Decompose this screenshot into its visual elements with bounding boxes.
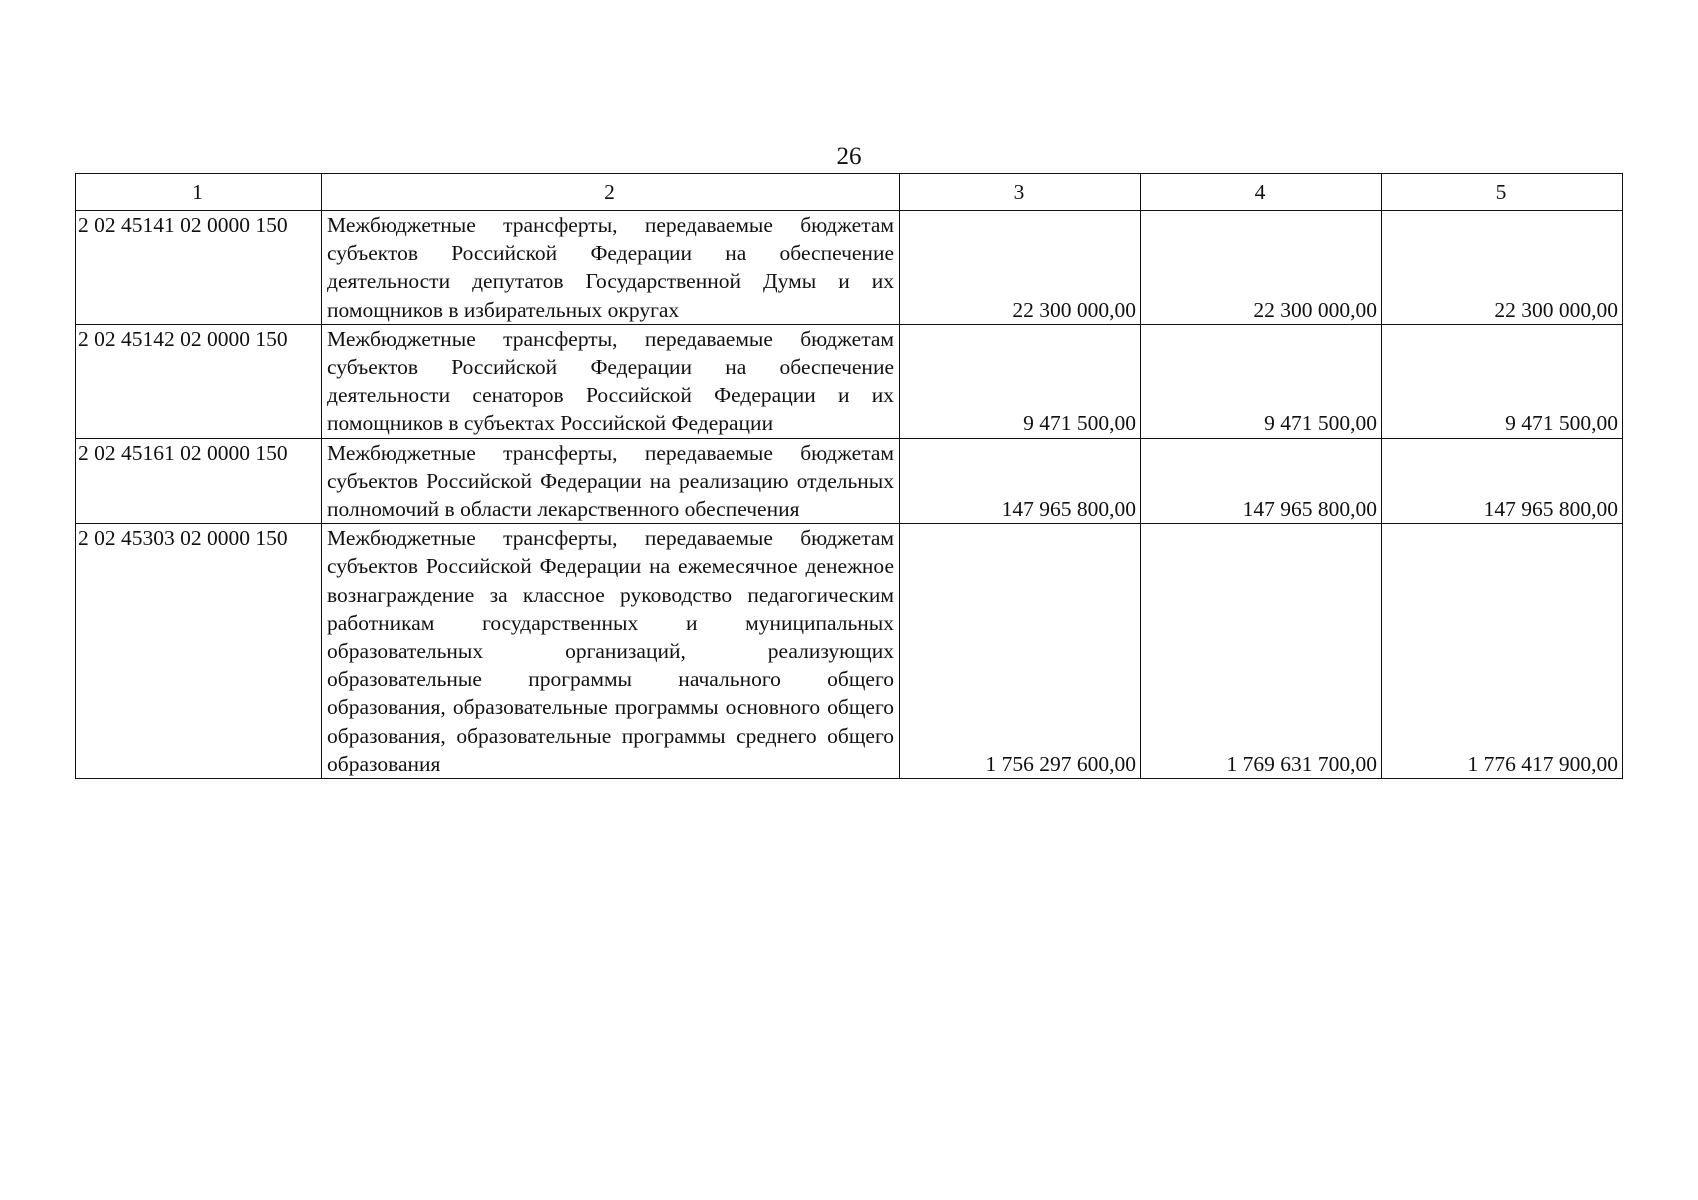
page-number: 26 [836, 143, 862, 170]
budget-code-cell: 2 02 45141 02 0000 150 [76, 211, 322, 325]
amount-cell-col4: 1 769 631 700,00 [1141, 524, 1382, 779]
amount-cell-col5: 22 300 000,00 [1382, 211, 1623, 325]
table-row [76, 211, 1623, 325]
table-row [76, 524, 1623, 779]
budget-code-cell: 2 02 45142 02 0000 150 [76, 324, 322, 438]
column-header-2: 2 [322, 174, 900, 211]
amount-cell-col4: 147 965 800,00 [1141, 438, 1382, 524]
amount-cell-col5: 9 471 500,00 [1382, 324, 1623, 438]
description-cell: Межбюджетные трансферты, передаваемые бюджетам субъектов Российской Федерации на реализацию отдельных полномочий в области лекарственного обеспечения [322, 438, 900, 524]
budget-table [75, 173, 1623, 779]
description-cell: Межбюджетные трансферты, передаваемые бюджетам субъектов Российской Федерации на обеспечение деятельности сенаторов Российской Федерации и их помощников в субъектах Российской Федерации [322, 324, 900, 438]
column-header-5: 5 [1382, 174, 1623, 211]
amount-cell-col4: 9 471 500,00 [1141, 324, 1382, 438]
column-header-4: 4 [1141, 174, 1382, 211]
amount-cell-col3: 9 471 500,00 [900, 324, 1141, 438]
column-header-1: 1 [76, 174, 322, 211]
amount-cell-col3: 1 756 297 600,00 [900, 524, 1141, 779]
budget-code-cell: 2 02 45161 02 0000 150 [76, 438, 322, 524]
amount-cell-col3: 147 965 800,00 [900, 438, 1141, 524]
table-header-row [76, 174, 1623, 211]
description-cell: Межбюджетные трансферты, передаваемые бюджетам субъектов Российской Федерации на обеспечение деятельности депутатов Государственной Думы и их помощников в избирательных округах [322, 211, 900, 325]
amount-cell-col4: 22 300 000,00 [1141, 211, 1382, 325]
amount-cell-col5: 147 965 800,00 [1382, 438, 1623, 524]
table-row [76, 438, 1623, 524]
amount-cell-col3: 22 300 000,00 [900, 211, 1141, 325]
table-row [76, 324, 1623, 438]
amount-cell-col5: 1 776 417 900,00 [1382, 524, 1623, 779]
description-cell: Межбюджетные трансферты, передаваемые бюджетам субъектов Российской Федерации на ежемесячное денежное вознаграждение за классное руководство педагогическим работникам государственных и муниципальных образовательных организаций, реализующих образовательные программы начального общего образования, образовательные программы основного общего образования, образовательные программы среднего общего образования [322, 524, 900, 779]
column-header-3: 3 [900, 174, 1141, 211]
budget-code-cell: 2 02 45303 02 0000 150 [76, 524, 322, 779]
